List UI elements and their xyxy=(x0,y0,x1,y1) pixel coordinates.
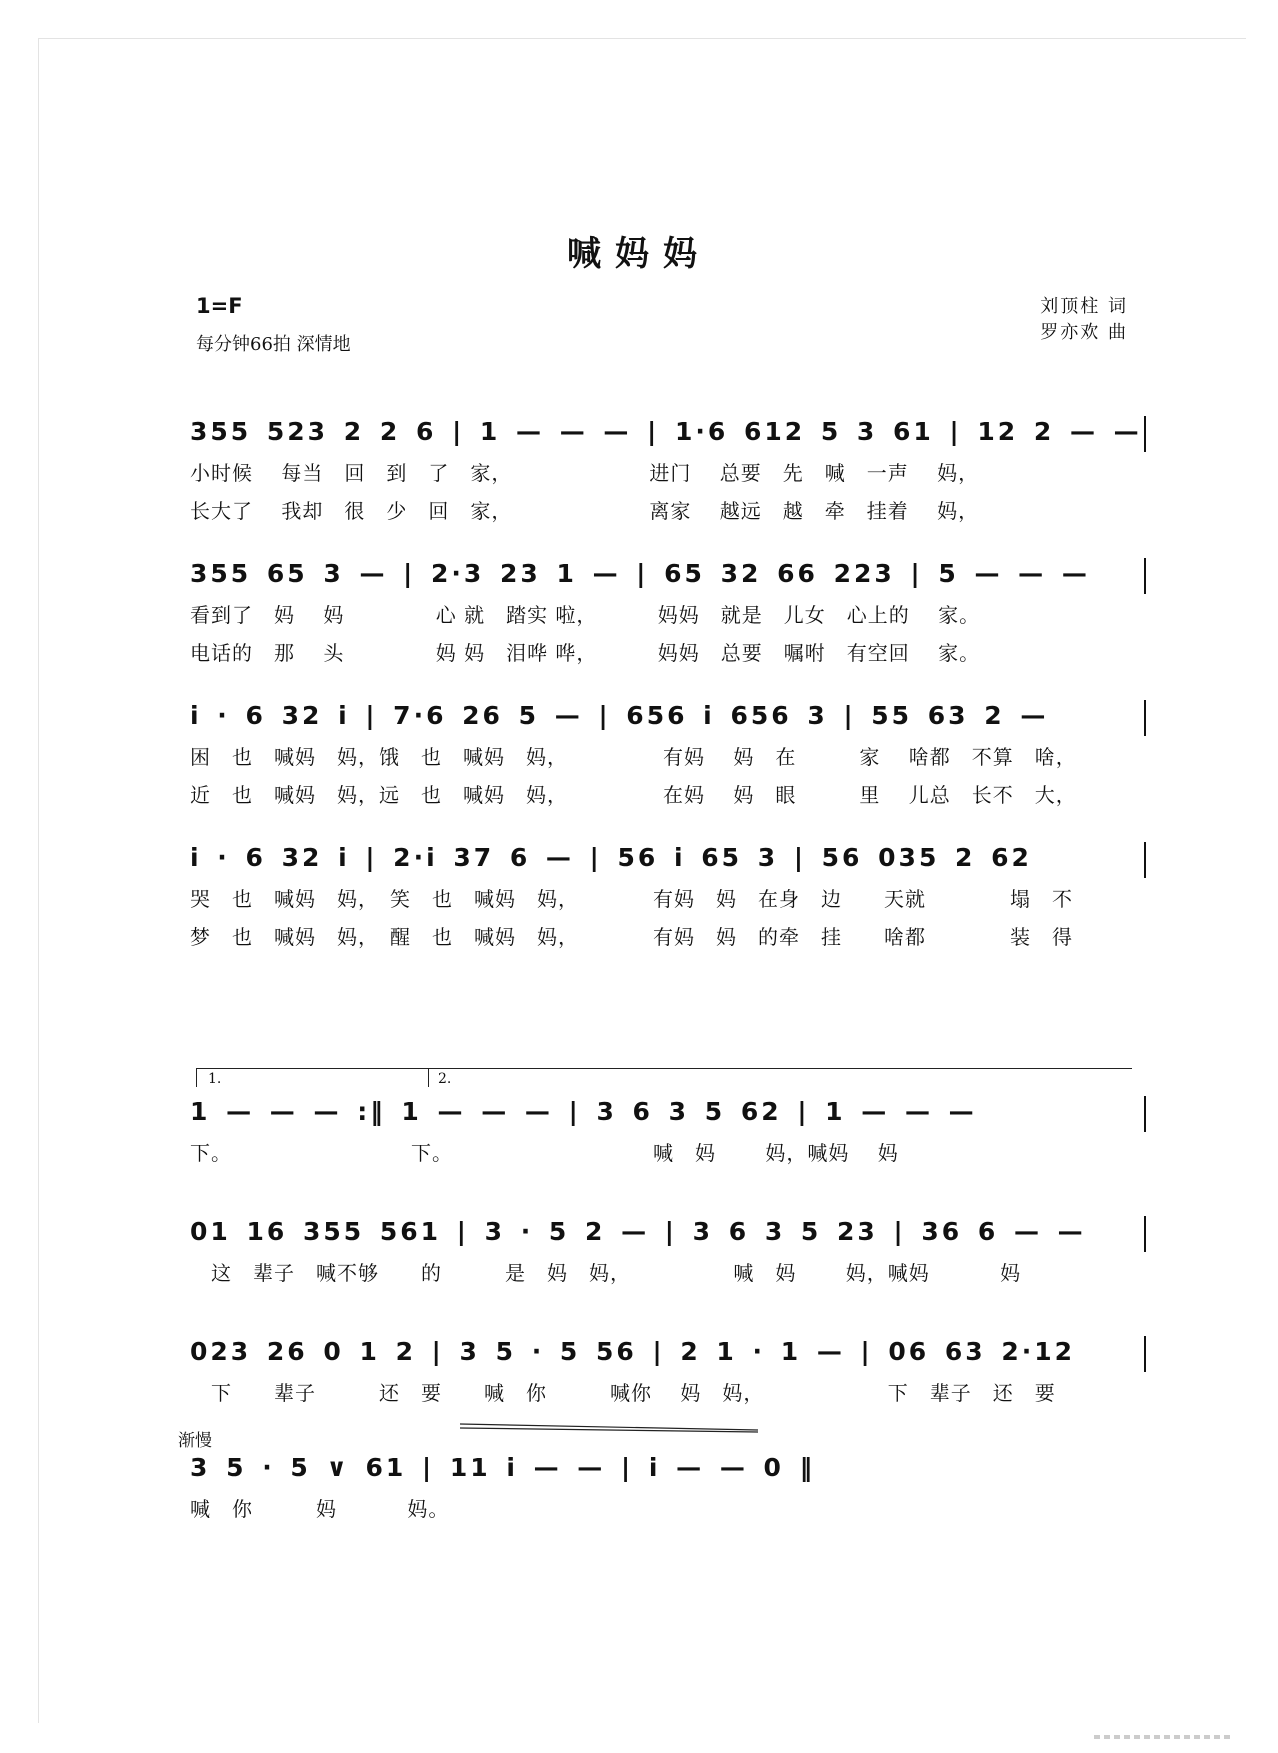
key-signature: 1=F xyxy=(196,294,243,318)
score-system-2 xyxy=(190,552,1146,672)
notation-line xyxy=(190,1090,1146,1134)
score-system-4 xyxy=(190,836,1146,956)
barline xyxy=(1144,842,1146,878)
notation-text: 023 26 0 1 2 | 3 5 · 5 56 | 2 1 · 1 — | 06 63 2·12 xyxy=(190,1337,1076,1366)
fermata-hairpin-icon xyxy=(460,1420,760,1440)
notation-line xyxy=(190,1446,816,1490)
notation-line xyxy=(190,1330,1146,1374)
lyricist-credit: 刘顶柱 词 xyxy=(1040,296,1128,317)
lyric-verse-1: 看到了 妈 妈 心 就 踏实 啦， 妈妈 就是 儿女 心上的 家。 xyxy=(190,603,981,627)
score-system-8 xyxy=(190,1446,816,1528)
score-system-7 xyxy=(190,1330,1146,1412)
second-ending-label: 2. xyxy=(438,1071,452,1087)
score-system-6 xyxy=(190,1210,1146,1292)
notation-text: i · 6 32 i | 7·6 26 5 — | 656 i 656 3 | 55 63 2 — xyxy=(190,701,1049,730)
notation-line xyxy=(190,410,1146,454)
lyric-line: 这 辈子 喊不够 的 是 妈 妈， 喊 妈 妈，喊妈 妈 xyxy=(190,1261,1022,1285)
notation-line xyxy=(190,552,1146,596)
score-system-3 xyxy=(190,694,1146,814)
lyric-verse-1: 困 也 喊妈 妈，饿 也 喊妈 妈， 有妈 妈 在 家 啥都 不算 啥， xyxy=(190,745,1077,769)
barline xyxy=(1144,1336,1146,1372)
notation-text: 01 16 355 561 | 3 · 5 2 — | 3 6 3 5 23 | 36 6 — — xyxy=(190,1217,1086,1246)
notation-text: 355 65 3 — | 2·3 23 1 — | 65 32 66 223 | 5 — — — xyxy=(190,559,1090,588)
notation-text: 1 — — — :‖ 1 — — — | 3 6 3 5 62 | 1 — — — xyxy=(190,1097,977,1126)
lyric-verse-2: 电话的 那 头 妈 妈 泪哗 哗， 妈妈 总要 嘱咐 有空回 家。 xyxy=(190,641,981,665)
first-ending-label: 1. xyxy=(208,1071,222,1087)
tempo-marking: 每分钟66拍 深情地 xyxy=(196,334,351,355)
notation-line xyxy=(190,694,1146,738)
lyric-verse-2: 长大了 我却 很 少 回 家， 离家 越远 越 牵 挂着 妈， xyxy=(190,499,980,523)
lyric-verse-2: 近 也 喊妈 妈，远 也 喊妈 妈， 在妈 妈 眼 里 儿总 长不 大， xyxy=(190,783,1077,807)
lyric-verse-1: 哭 也 喊妈 妈， 笑 也 喊妈 妈， 有妈 妈 在身 边 天就 塌 不 xyxy=(190,887,1073,911)
score-system-5 xyxy=(190,1090,1146,1172)
song-title: 喊妈妈 xyxy=(567,234,711,274)
lyric-line: 下。 下。 喊 妈 妈，喊妈 妈 xyxy=(190,1141,899,1165)
lyric-line: 喊 你 妈 妈。 xyxy=(190,1497,450,1521)
lyric-verse-2: 梦 也 喊妈 妈， 醒 也 喊妈 妈， 有妈 妈 的牵 挂 啥都 装 得 xyxy=(190,925,1073,949)
barline xyxy=(1144,558,1146,594)
composer-credit: 罗亦欢 曲 xyxy=(1040,322,1128,343)
barline xyxy=(1144,416,1146,452)
notation-text: 355 523 2 2 6 | 1 — — — | 1·6 612 5 3 61 | 12 2 — — xyxy=(190,417,1142,446)
lyric-verse-1: 小时候 每当 回 到 了 家， 进门 总要 先 喊 一声 妈， xyxy=(190,461,980,485)
notation-text: 3 5 · 5 ∨ 61 | 11 i — — | i — — 0 ‖ xyxy=(190,1453,816,1482)
notation-line xyxy=(190,1210,1146,1254)
footer-watermark xyxy=(1094,1735,1234,1739)
barline xyxy=(1144,1096,1146,1132)
score-system-1 xyxy=(190,410,1146,530)
lyric-line: 下 辈子 还 要 喊 你 喊你 妈 妈， 下 辈子 还 要 xyxy=(190,1381,1056,1405)
barline xyxy=(1144,1216,1146,1252)
page-border-top xyxy=(38,38,1246,39)
notation-text: i · 6 32 i | 2·i 37 6 — | 56 i 65 3 | 56 035 2 62 xyxy=(190,843,1032,872)
page-border-left xyxy=(38,38,39,1723)
barline xyxy=(1144,700,1146,736)
volta-bracket xyxy=(196,1068,1132,1089)
notation-line xyxy=(190,836,1146,880)
ritardando-marking: 渐慢 xyxy=(178,1431,212,1451)
